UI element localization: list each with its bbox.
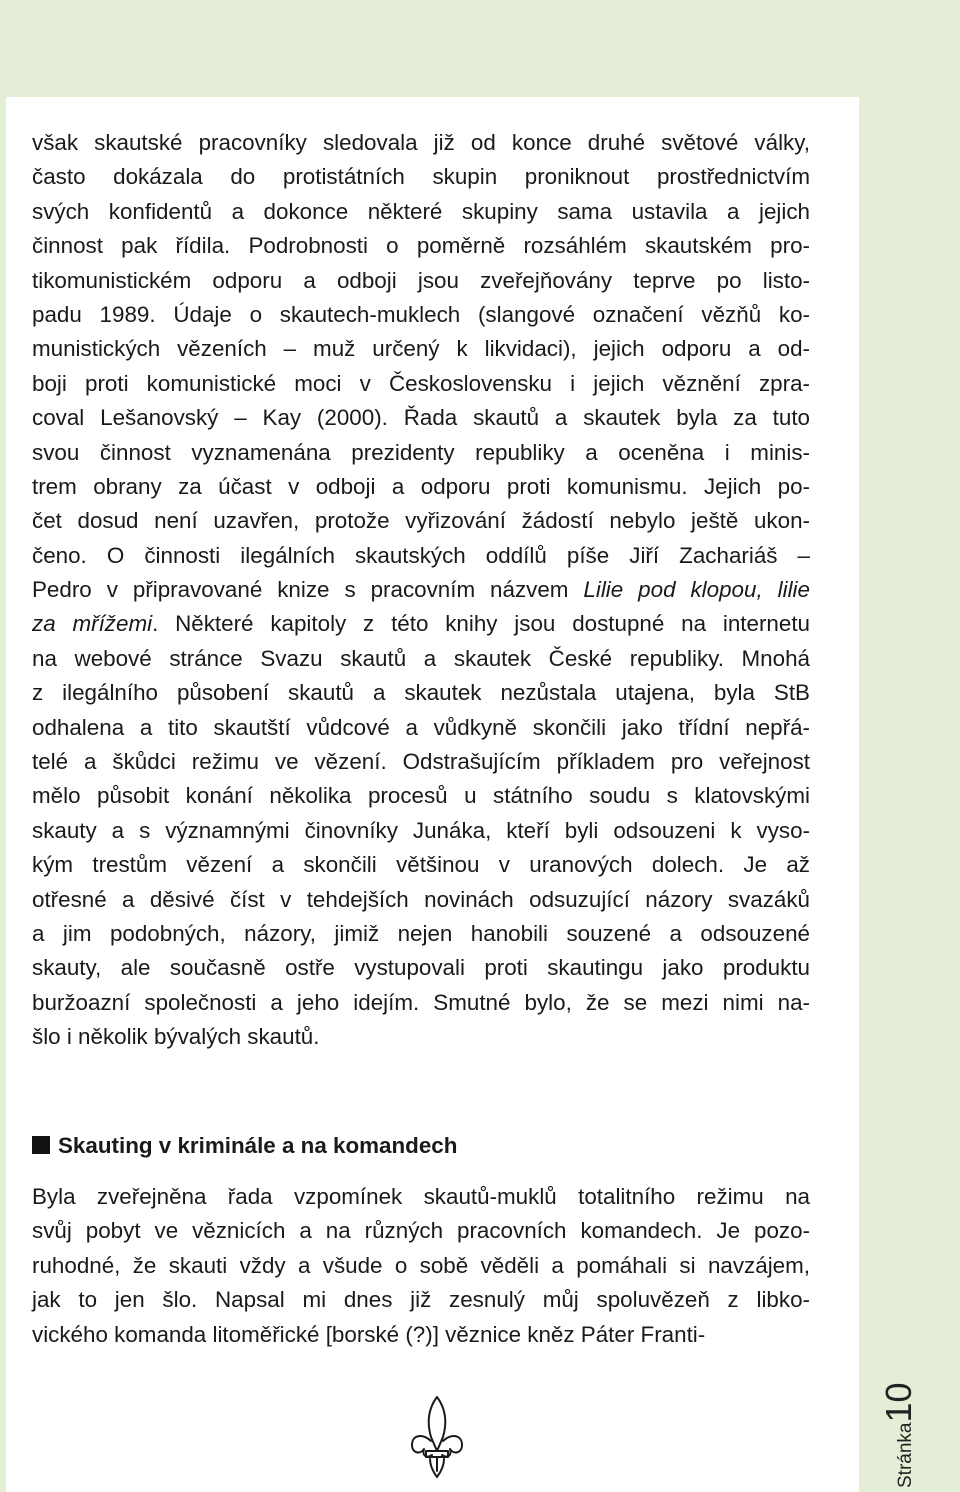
section-heading <box>32 1131 457 1161</box>
page-label-word: Stránka <box>895 1422 916 1488</box>
text-line: ruhodné, že skauti vždy a všude o sobě věděli a pomáhali si navzájem, <box>32 1252 810 1278</box>
text-line: skauty a s významnými činovníky Junáka, kteří byli odsouzeni k vyso- <box>32 817 810 843</box>
fleur-de-lis-icon <box>408 1393 466 1481</box>
text-line: svou činnost vyznamenána prezidenty republiky a oceněna i minis- <box>32 439 810 465</box>
text-line: svých konfidentů a dokonce některé skupiny sama ustavila a jejich <box>32 198 810 224</box>
page-number-label <box>878 1338 924 1488</box>
text-line: činnost pak řídila. Podrobnosti o poměrně rozsáhlém skautském pro- <box>32 233 810 259</box>
body-paragraph-2 <box>32 1180 810 1352</box>
text-line: munistických vězeních – muž určený k likvidaci), jejich odporu a od- <box>32 336 810 362</box>
text-line: a jim podobných, názory, jimiž nejen hanobili souzené a odsouzené <box>32 920 810 946</box>
text-line: padu 1989. Údaje o skautech-muklech (slangové označení vězňů ko- <box>32 301 810 327</box>
text-line: Byla zveřejněna řada vzpomínek skautů-muklů totalitního režimu na <box>32 1184 810 1209</box>
page-number: 10 <box>878 1382 919 1423</box>
text-line: však skautské pracovníky sledovala již od konce druhé světové války, <box>32 130 810 155</box>
text-line: kým trestům vězení a skončili většinou v uranových dolech. Je až <box>32 852 810 878</box>
text-line: z ilegálního působení skautů a skautek nezůstala utajena, byla StB <box>32 680 810 706</box>
text-line: mělo působit konání několika procesů u státního soudu s klatovskými <box>32 783 810 809</box>
text-line: vického komanda litoměřické [borské (?)] věznice kněz Páter Franti- <box>32 1321 706 1347</box>
text-line: čet dosud není uzavřen, protože vyřizování žádostí nebylo ještě ukon- <box>32 508 810 534</box>
text-line: šlo i několik bývalých skautů. <box>32 1024 320 1050</box>
text-line: buržoazní společnosti a jeho idejím. Smutné bylo, že se mezi nimi na- <box>32 989 810 1015</box>
text-line: boji proti komunistické moci v Československu i jejich věznění zpra- <box>32 370 810 396</box>
text-line: coval Lešanovský – Kay (2000). Řada skautů a skautek byla za tuto <box>32 405 810 431</box>
text-line: otřesné a děsivé číst v tehdejších novinách odsuzující názory svazáků <box>32 886 810 912</box>
section-heading-text: Skauting v kriminále a na komandech <box>58 1133 458 1158</box>
text-segment: . Některé kapitoly z této knihy jsou dostupné na internetu <box>152 611 810 637</box>
text-line: čeno. O činnosti ilegálních skautských oddílů píše Jiří Zachariáš – <box>32 542 810 568</box>
text-line: jak to jen šlo. Napsal mi dnes již zesnulý můj spoluvězeň z libko- <box>32 1287 810 1313</box>
page-sheet <box>6 97 859 1492</box>
text-line <box>32 573 810 607</box>
text-line: telé a škůdci režimu ve vězení. Odstrašujícím příkladem pro veřejnost <box>32 749 810 775</box>
text-line: odhalena a tito skautští vůdcové a vůdkyně skončili jako třídní nepřá- <box>32 714 810 740</box>
text-line: tikomunistickém odporu a odboji jsou zveřejňovány teprve po listo- <box>32 267 810 293</box>
text-line: na webové stránce Svazu skautů a skautek České republiky. Mnohá <box>32 645 810 671</box>
text-segment: Pedro v připravované knize s pracovním názvem <box>32 577 584 603</box>
text-line: často dokázala do protistátních skupin proniknout prostřednictvím <box>32 164 810 190</box>
text-line: skauty, ale současně ostře vystupovali proti skautingu jako produktu <box>32 955 810 981</box>
body-paragraph-1 <box>32 126 810 1055</box>
text-line <box>32 607 810 641</box>
text-line: trem obrany za účast v odboji a odporu proti komunismu. Jejich po- <box>32 473 810 499</box>
square-bullet-icon <box>32 1136 50 1154</box>
book-title-text: Lilie pod klopou, lilie <box>583 577 810 603</box>
text-line: svůj pobyt ve věznicích a na různých pracovních komandech. Je pozo- <box>32 1218 810 1244</box>
book-title-text: za mřížemi <box>32 611 153 637</box>
